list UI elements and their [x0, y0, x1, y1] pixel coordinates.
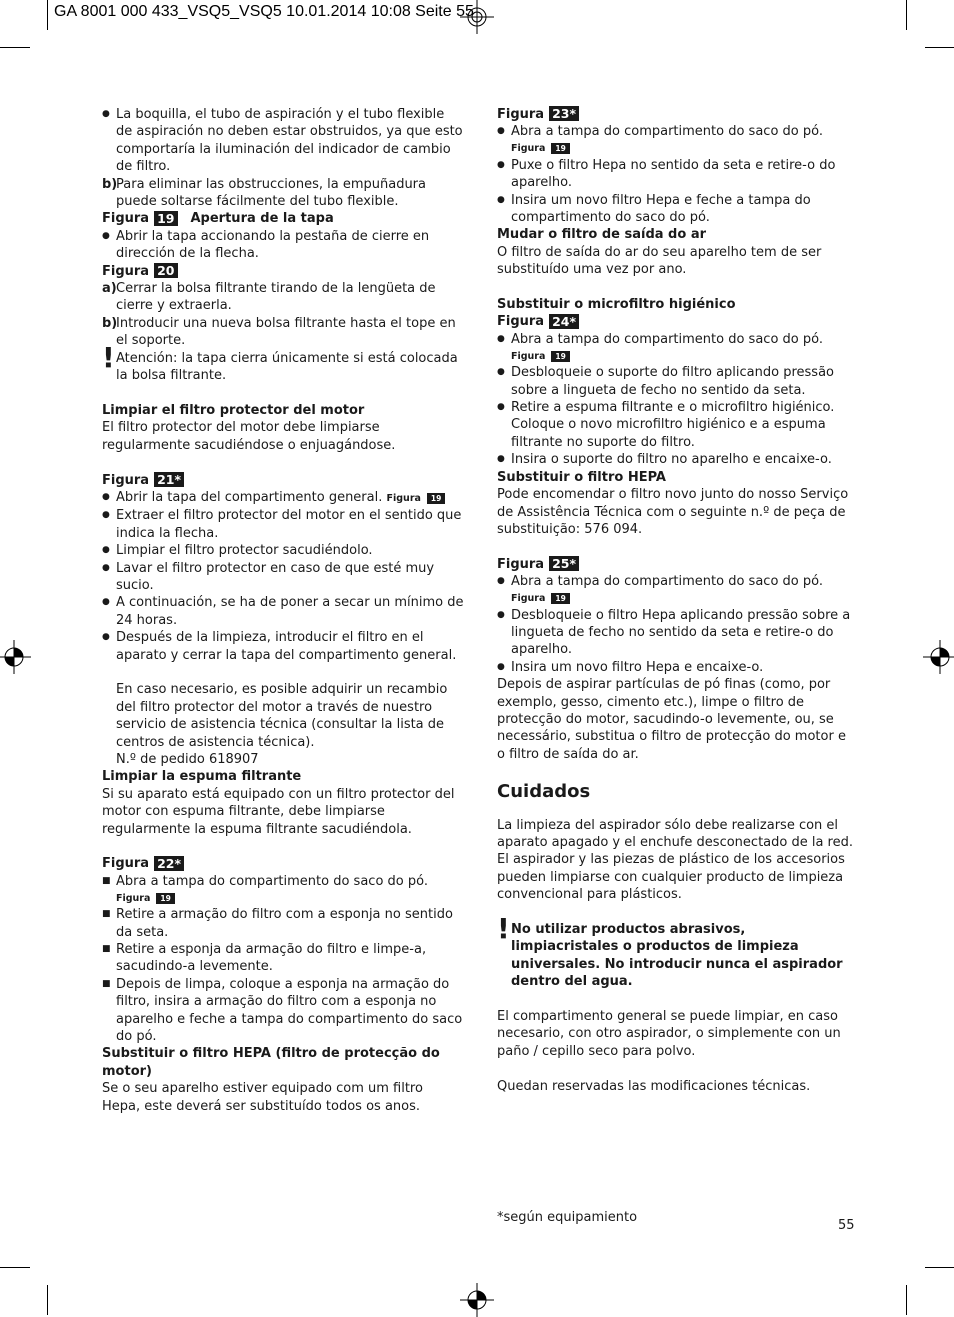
figure-19-heading [102, 210, 464, 227]
paragraph: El filtro protector del motor debe limpiarse regularmente sacudiéndose o enjuagándose. [102, 420, 396, 453]
figure-reference-number: 19 [156, 893, 174, 904]
list-item-text: Abra a tampa do compartimento do saco do pó. [511, 574, 823, 590]
figure-19-list [102, 228, 464, 263]
paragraph: O filtro de saída do ar do seu aparelho tem de ser substituído uma vez por ano. [497, 244, 822, 278]
figure-label: Figura [497, 314, 545, 330]
intro-list [102, 106, 464, 176]
paragraph: Quedan reservadas las modificaciones técnicas. [497, 1078, 811, 1094]
list-item-text: Abra a tampa do compartimento do saco do pó. [116, 873, 428, 889]
crop-mark-top-right-h [925, 47, 954, 48]
list-item: ● Abrir la tapa accionando la pestaña de cierre en dirección de la flecha. [102, 228, 464, 263]
figure-reference-number: 19 [551, 593, 569, 604]
warning-icon: ! [102, 340, 115, 374]
intro-step-b [102, 176, 464, 211]
figure-24-heading [497, 313, 853, 330]
crop-mark-bottom-left-h [0, 1267, 30, 1268]
list-item: ● Retire a espuma filtrante e o microfiltro higiénico. Coloque o novo microfiltro higiénico e a espuma filtrante no suporte do filtro. [497, 399, 853, 451]
figure-reference-number: 19 [551, 351, 569, 362]
paragraph: Pode encomendar o filtro novo junto do nosso Serviço de Assistência Técnica com o seguinte n.º de peça de substituição: 576 094. [497, 487, 849, 537]
paragraph: Se o seu aparelho estiver equipado com um filtro Hepa, este deverá ser substituído todos os anos. [102, 1081, 423, 1114]
left-column [102, 106, 464, 1115]
list-item: ● Insira um novo filtro Hepa e encaixe-o. [497, 659, 853, 676]
figure-label: Figura [102, 263, 150, 279]
list-item: ● Puxe o filtro Hepa no sentido da seta e retire-o do aparelho. [497, 157, 853, 192]
registration-mark-right-icon [923, 640, 954, 674]
warning-text: No utilizar productos abrasivos, limpiacristales o productos de limpieza universales. No introducir nunca el aspirador dentro del agua. [511, 922, 843, 990]
step-label: a) [102, 281, 117, 297]
list-item [102, 629, 464, 768]
figure-number-badge: 20 [154, 263, 177, 278]
step-text: Introducir una nueva bolsa filtrante hasta el tope en el soporte. [116, 315, 456, 349]
page-number: 55 [838, 1218, 855, 1233]
registration-mark-left-icon [0, 640, 31, 674]
warning-note [497, 912, 853, 991]
section-heading: Substituir o microfiltro higiénico [497, 297, 736, 313]
figure-reference-label: Figura [511, 592, 546, 604]
list-item: ● Extraer el filtro protector del motor en el sentido que indica la flecha. [102, 507, 464, 542]
figure-number-badge: 21* [154, 472, 184, 487]
warning-icon: ! [497, 912, 510, 945]
figure-reference [387, 490, 446, 507]
figure-20-heading [102, 263, 464, 280]
figure-reference-number: 19 [427, 493, 445, 504]
list-item: ● Desbloqueie o filtro Hepa aplicando pressão sobre a lingueta de fecho no sentido da seta e retire-o do aparelho. [497, 607, 853, 659]
figure-title: Apertura de la tapa [190, 211, 334, 227]
list-item [102, 489, 464, 507]
list-item [102, 873, 464, 906]
list-item-text: Abrir la tapa del compartimento general. [116, 489, 383, 505]
figure-number-badge: 25* [549, 556, 579, 571]
figure-reference [511, 141, 853, 157]
list-item [497, 123, 853, 156]
figure-22-heading [102, 855, 464, 872]
figure-number-badge: 19 [154, 211, 177, 226]
list-item: ● A continuación, se ha de poner a secar un mínimo de 24 horas. [102, 594, 464, 629]
list-item: ■ Retire a armação do filtro com a esponja no sentido da seta. [102, 906, 464, 941]
crop-mark-top-left-h [0, 47, 30, 48]
crop-mark-top-right-v [906, 0, 907, 30]
figure-number-badge: 23* [549, 106, 579, 121]
registration-mark-top-icon [460, 0, 494, 34]
paragraph: Depois de aspirar partículas de pó finas (como, por exemplo, gesso, cimento etc.), limpe o filtro de protecção do motor, sacudindo-o levemente, ou, se necessário, substitua o filtro de protecção do motor e o filtro de saída do ar. [497, 677, 846, 762]
section-title-care: Cuidados [497, 780, 591, 802]
warning-note [102, 340, 464, 385]
section-heading: Limpiar la espuma filtrante [102, 769, 302, 785]
crop-mark-bottom-left-v [47, 1285, 48, 1315]
figure-label: Figura [497, 107, 545, 122]
paragraph: Si su aparato está equipado con un filtro protector del motor con espuma filtrante, debe limpiarse regularmente la espuma filtrante sacudiéndola. [102, 786, 455, 837]
list-item: ■ Retire a esponja da armação do filtro e limpe-a, sacudindo-a levemente. [102, 941, 464, 976]
figure-reference-label: Figura [511, 350, 546, 362]
lettered-row [102, 315, 464, 350]
figure-25-heading [497, 556, 853, 573]
figure-21-heading [102, 472, 464, 489]
figure-label: Figura [102, 472, 150, 488]
list-item-text: Abra a tampa do compartimento do saco do pó. [511, 124, 823, 140]
figure-reference-label: Figura [386, 492, 421, 504]
replacement-note: En caso necesario, es posible adquirir un recambio del filtro protector del motor a través de nuestro servicio de asistencia técnica (consultar la lista de centros de asistencia técnica). [116, 682, 448, 750]
order-number: N.º de pedido 618907 [116, 751, 259, 767]
paragraph: La limpieza del aspirador sólo debe realizarse con el aparato apagado y el enchufe desconectado de la red. El aspirador y las piezas de plástico de los accesorios pueden limpiarse con cualquier producto de limpieza convencional para plásticos. [497, 817, 854, 903]
figure-reference [511, 348, 853, 364]
paragraph: El compartimento general se puede limpiar, en caso necesario, con otro aspirador, o simplemente con un paño / cepillo seco para polvo. [497, 1009, 841, 1059]
figure-number-badge: 22* [154, 856, 184, 871]
figure-23-list [497, 123, 853, 226]
list-item: ● La boquilla, el tubo de aspiración y el tubo flexible de aspiración no deben estar obstruidos, ya que esto comportaría la iluminación del indicador de cambio de filtro. [102, 106, 464, 176]
list-item [497, 573, 853, 606]
figure-label: Figura [102, 211, 150, 227]
crop-mark-bottom-right-v [906, 1285, 907, 1315]
list-item [497, 331, 853, 364]
section-heading: Limpiar el filtro protector del motor [102, 402, 365, 418]
list-item: ■ Depois de limpa, coloque a esponja na armação do filtro, insira a armação do filtro com a esponja no aparelho e feche a tampa do compartimento do saco do pó. [102, 976, 464, 1046]
list-item: ● Lavar el filtro protector en caso de que esté muy sucio. [102, 560, 464, 595]
list-item-text: Abra a tampa do compartimento do saco do pó. [511, 331, 823, 347]
figure-20-steps [102, 280, 464, 350]
step-label: b) [102, 315, 118, 331]
list-item: ● Insira o suporte do filtro no aparelho e encaixe-o. [497, 451, 853, 468]
figure-reference [116, 890, 464, 906]
figure-reference-number: 19 [551, 143, 569, 154]
figure-reference-label: Figura [511, 143, 546, 155]
list-item: ● Limpiar el filtro protector sacudiéndolo. [102, 542, 464, 559]
list-item-text: Después de la limpieza, introducir el filtro en el aparato y cerrar la tapa del compartimento general. [116, 630, 457, 663]
step-label: b) [102, 176, 118, 192]
list-item: ● Insira um novo filtro Hepa e feche a tampa do compartimento do saco do pó. [497, 192, 853, 227]
crop-mark-top-left-v [47, 0, 48, 30]
figure-21-list [102, 489, 464, 768]
list-item: ● Desbloqueie o suporte do filtro aplicando pressão sobre a lingueta de fecho no sentido da seta. [497, 364, 853, 399]
crop-mark-bottom-right-h [925, 1267, 954, 1268]
section-heading: Substituir o filtro HEPA (filtro de protecção do motor) [102, 1046, 440, 1079]
right-column [497, 106, 853, 1095]
registration-mark-bottom-icon [460, 1283, 494, 1317]
figure-label: Figura [497, 556, 545, 572]
figure-reference-label: Figura [116, 892, 151, 904]
figure-reference [511, 591, 853, 607]
figure-25-list [497, 573, 853, 676]
figure-24-list [497, 331, 853, 469]
lettered-row [102, 280, 464, 315]
figure-22-list [102, 873, 464, 1046]
warning-text: Atención: la tapa cierra únicamente si está colocada la bolsa filtrante. [116, 350, 458, 384]
print-header: GA 8001 000 433_VSQ5_VSQ5 10.01.2014 10:08 Seite 55 [54, 3, 474, 20]
figure-label: Figura [102, 856, 150, 872]
figure-23-heading [497, 106, 853, 123]
section-heading: Substituir o filtro HEPA [497, 469, 666, 485]
figure-number-badge: 24* [549, 314, 579, 329]
footnote: *según equipamiento [497, 1210, 638, 1225]
section-heading: Mudar o filtro de saída do ar [497, 227, 707, 243]
lettered-row [102, 176, 464, 211]
step-text: Para eliminar las obstrucciones, la empuñadura puede soltarse fácilmente del tubo flexible. [116, 176, 426, 210]
step-text: Cerrar la bolsa filtrante tirando de la lengüeta de cierre y extraerla. [116, 281, 436, 314]
